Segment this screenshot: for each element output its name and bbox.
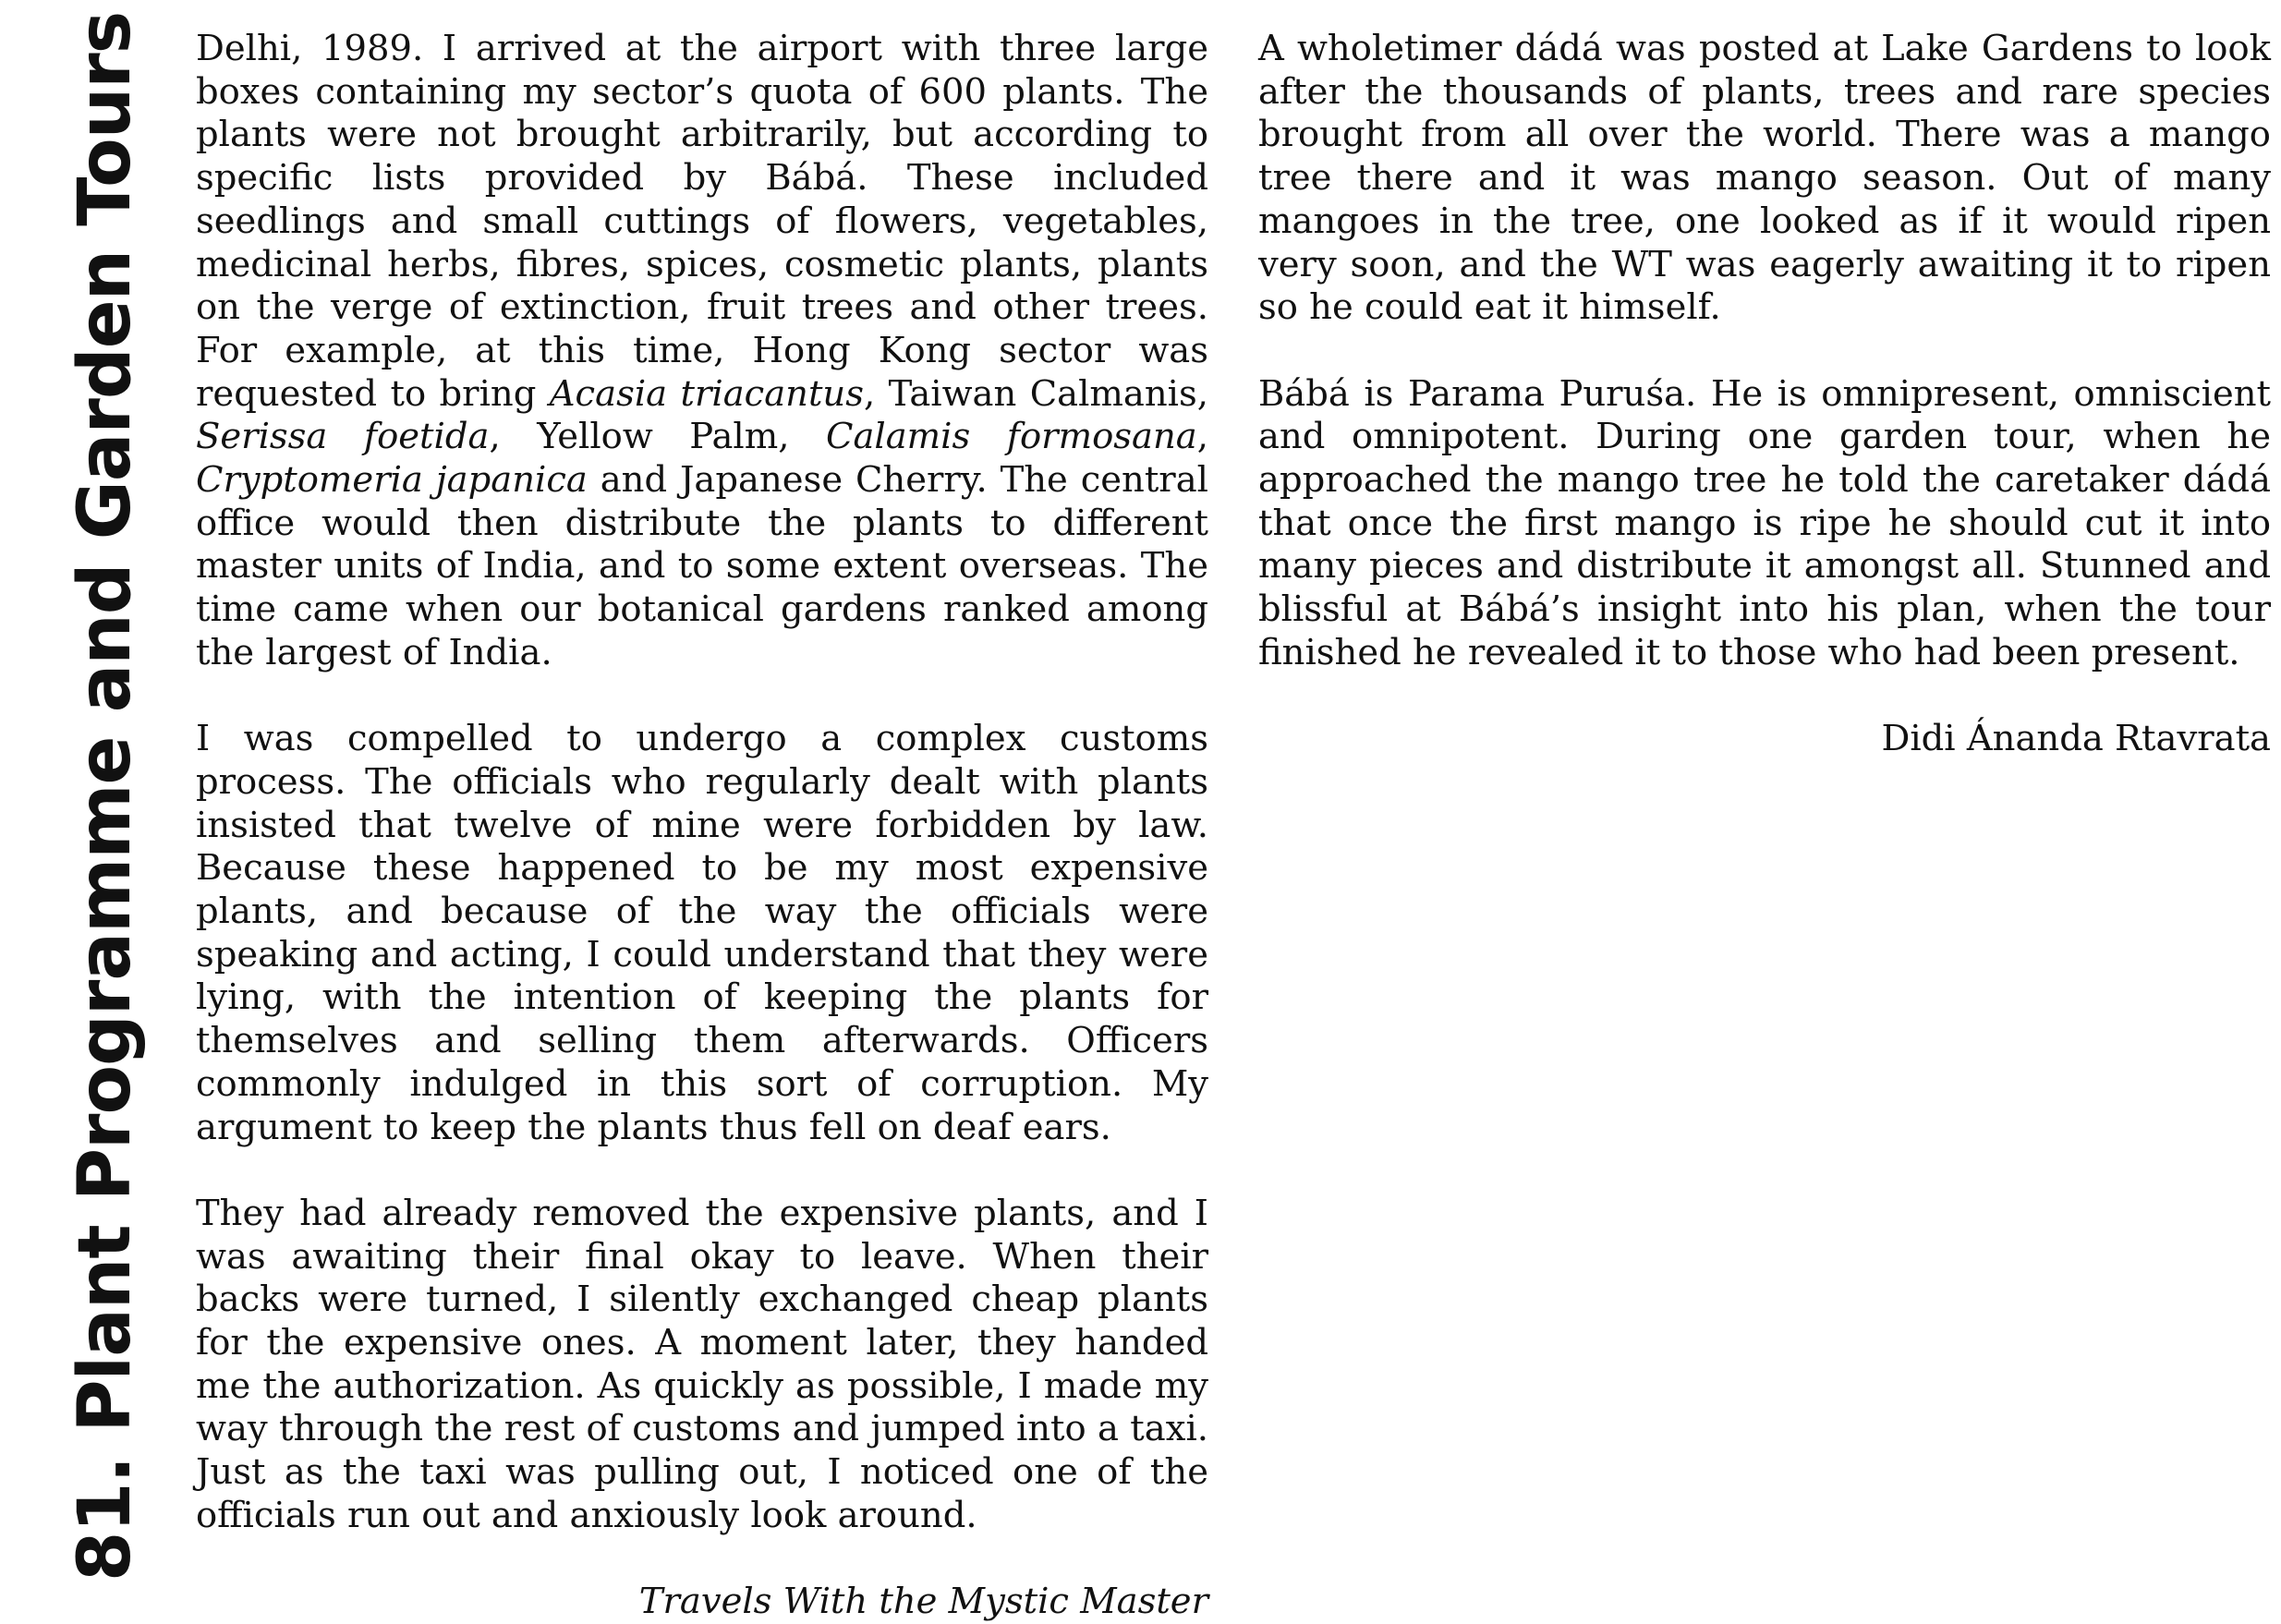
left-paragraph-3: They had already removed the expensive plants, and I was awaiting their final okay to leave. When their backs were turned, I silently exchanged cheap plants for the expensive ones. A moment later, they handed me the authorization. As quickly as possible, I made my way through the rest of customs and jumped into a taxi. Just as the taxi was pulling out, I noticed one of the officials run out and anxiously look around. [196,1192,1208,1536]
right-paragraph-2: Bábá is Parama Puruśa. He is omnipresent, omniscient and omnipotent. During one garden tour, when he approached the mango tree he told the caretaker dádá that once the first mango is ripe he should cut it into many pieces and distribute it amongst all. Stunned and blissful at Bábá’s insight into his plan, when the tour finished he revealed it to those who had been present. [1258,372,2271,673]
species-name: Acasia triacantus [549,372,864,415]
text-run: and Japanese Cherry. The central office would then distribute the plants to different master units of India, and to some extent overseas. The time came when our botanical gardens ranked among the largest of India. [196,459,1208,673]
species-name: Serissa foetida [196,416,490,458]
text-run: Delhi, 1989. I arrived at the airport with three large boxes containing my sector’s quota of 600 plants. The plants were not brought arbitrarily, but according to specific lists provided by Bábá. These included seedlings and small cuttings of flowers, vegetables, medicinal herbs, fibres, spices, cosmetic plants, plants on the verge of extinction, fruit trees and other trees. For example, at this time, Hong Kong sector was requested to bring [196,28,1208,415]
right-paragraph-1: A wholetimer dádá was posted at Lake Gardens to look after the thousands of plants, trees and rare species brought from all over the world. There was a mango tree there and it was mango season. Out of many mangoes in the tree, one looked as if it would ripen very soon, and the WT was eagerly awaiting it to ripen so he could eat it himself. [1258,28,2271,329]
left-paragraph-1 [196,28,1208,675]
text-run: , Yellow Palm, [489,416,826,458]
chapter-title-band [0,0,147,1609]
left-paragraph-2: I was compelled to undergo a complex customs process. The officials who regularly dealt with plants insisted that twelve of mine were forbidden by law. Because these happened to be my most expensive plants, and because of the way the officials were speaking and acting, I could understand that they were lying, with the intention of keeping the plants for themselves and selling them afterwards. Officers commonly indulged in this sort of corruption. My argument to keep the plants thus fell on deaf ears. [196,718,1208,1148]
species-name: Cryptomeria japanica [196,459,588,502]
chapter-title: 81. Plant Programme and Garden Tours [64,11,147,1582]
right-column [1258,28,2271,761]
author-attribution: Didi Ánanda Rtavrata [1881,718,2271,760]
species-name: Calamis formosana [826,416,1197,458]
text-run: , [1196,416,1208,458]
text-run: , Taiwan Calmanis, [863,372,1208,415]
source-citation: Travels With the Mystic Master [638,1581,1208,1623]
left-column [196,28,1208,1624]
